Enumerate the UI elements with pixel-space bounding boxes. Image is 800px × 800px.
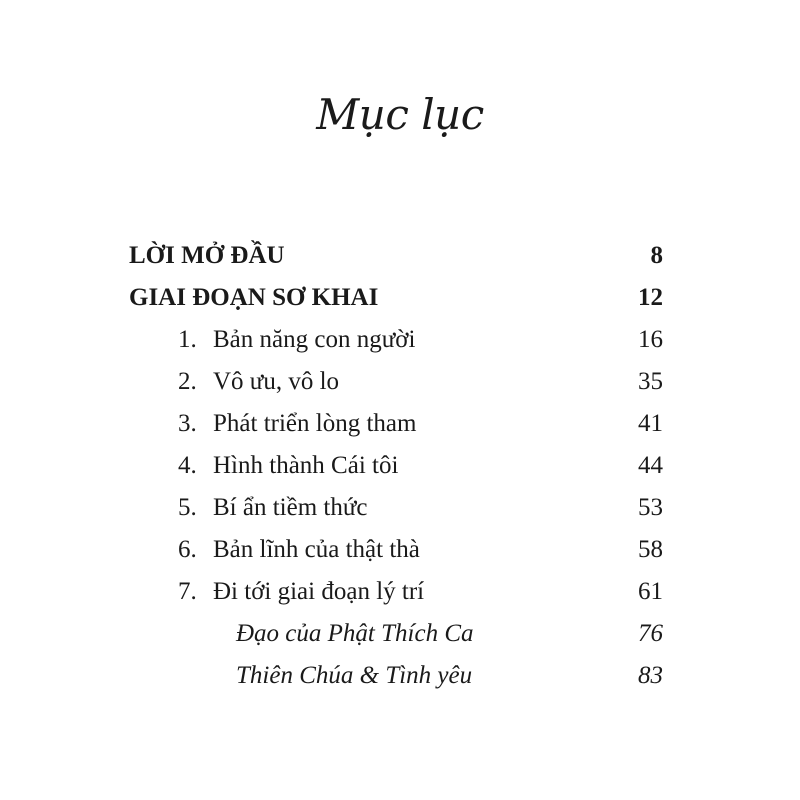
toc-chapter-number: 5.: [178, 494, 197, 521]
toc-page-number: 58: [638, 536, 663, 563]
toc-subsection-label: Thiên Chúa & Tình yêu: [236, 662, 473, 689]
toc-page-number: 8: [650, 242, 663, 269]
toc-page-number: 83: [638, 662, 663, 689]
toc-part-label: GIAI ĐOẠN SƠ KHAI: [129, 284, 379, 311]
toc-chapter-row: [0, 362, 800, 402]
toc-chapter-label: Hình thành Cái tôi: [213, 452, 399, 479]
toc-chapter-number: 6.: [178, 536, 197, 563]
toc-chapter-row: [0, 530, 800, 570]
toc-chapter-row: [0, 488, 800, 528]
toc-chapter-row: [0, 404, 800, 444]
toc-page-number: 76: [638, 620, 663, 647]
toc-chapter-label: Bản năng con người: [213, 326, 416, 353]
toc-page-number: 35: [638, 368, 663, 395]
toc-page-number: 44: [638, 452, 663, 479]
toc-chapter-number: 3.: [178, 410, 197, 437]
toc-page-number: 41: [638, 410, 663, 437]
toc-chapter-row: [0, 572, 800, 612]
toc-chapter-label: Vô ưu, vô lo: [213, 368, 340, 395]
toc-chapter-number: 7.: [178, 578, 197, 605]
toc-part-row: [0, 278, 800, 318]
toc-page-number: 61: [638, 578, 663, 605]
toc-chapter-number: 1.: [178, 326, 197, 353]
toc-chapter-row: [0, 320, 800, 360]
toc-chapter-number: 2.: [178, 368, 197, 395]
page-title: Mục lục: [316, 90, 484, 139]
toc-page-number: 53: [638, 494, 663, 521]
toc-part-row: [0, 236, 800, 276]
toc-subsection-row: [0, 656, 800, 696]
toc-chapter-row: [0, 446, 800, 486]
toc-chapter-number: 4.: [178, 452, 197, 479]
toc-part-label: LỜI MỞ ĐẦU: [129, 242, 285, 269]
toc-subsection-row: [0, 614, 800, 654]
toc-subsection-label: Đạo của Phật Thích Ca: [236, 620, 474, 647]
toc-chapter-label: Phát triển lòng tham: [213, 410, 417, 437]
toc-chapter-label: Bí ẩn tiềm thức: [213, 494, 368, 521]
toc-page-number: 12: [638, 284, 663, 311]
toc-page-number: 16: [638, 326, 663, 353]
toc-chapter-label: Đi tới giai đoạn lý trí: [213, 578, 425, 605]
toc-chapter-label: Bản lĩnh của thật thà: [213, 536, 420, 563]
